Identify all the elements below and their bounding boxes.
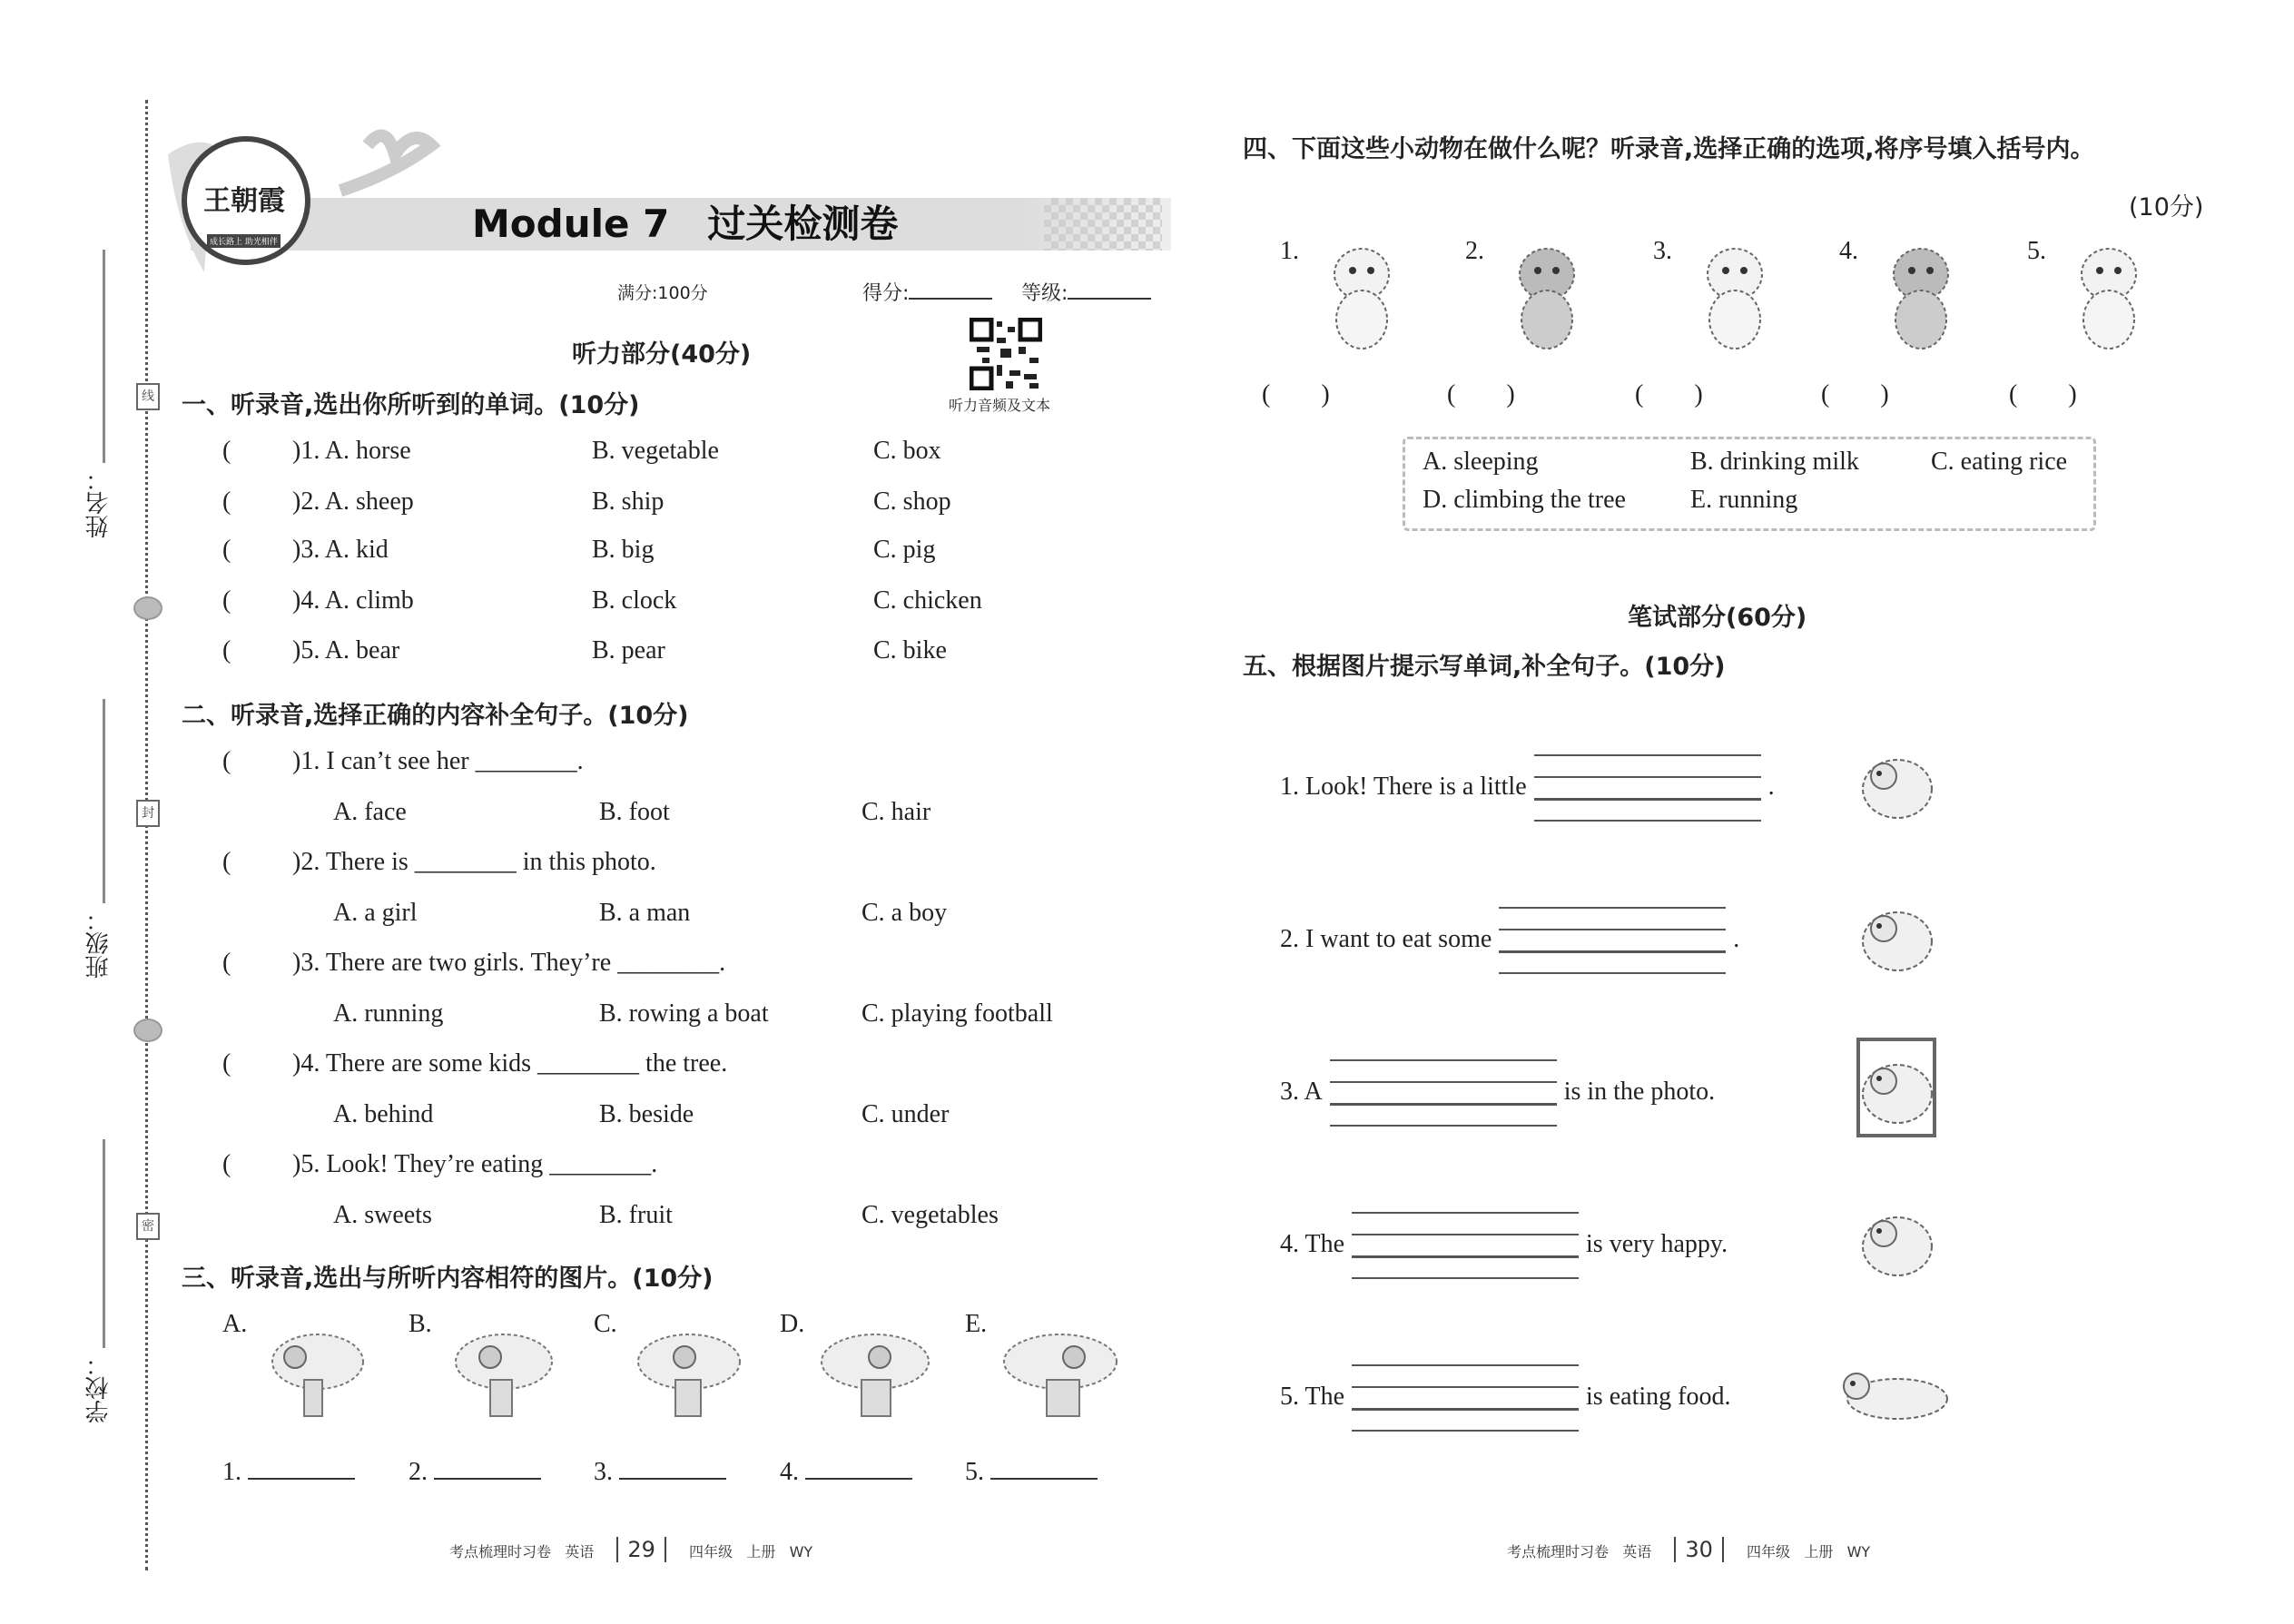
answer-bracket[interactable]: (	[222, 1150, 231, 1178]
answer-number: 5.	[965, 1458, 984, 1486]
question-number: 4.	[300, 586, 320, 615]
answer-field[interactable]	[780, 1458, 912, 1487]
option-c: C. hair	[861, 798, 931, 826]
option-b: B. fruit	[599, 1201, 673, 1229]
sentence-row	[1280, 1363, 1730, 1432]
ball-picture	[436, 1316, 572, 1425]
answer-number: 2.	[409, 1458, 428, 1486]
option-e: E. running	[1690, 486, 1798, 514]
sentence-row	[1280, 1058, 1715, 1127]
option-a: A. climb	[324, 586, 414, 615]
question-text: )5. Look! They’re eating ________.	[292, 1150, 658, 1178]
score-field[interactable]	[862, 278, 992, 306]
writing-line[interactable]	[1352, 1430, 1579, 1432]
footer-book: 考点梳理时习卷	[449, 1543, 552, 1560]
writing-line[interactable]	[1534, 776, 1761, 778]
sentence-start: 4. The	[1280, 1230, 1345, 1258]
section1-title: 一、听录音,选出你所听到的单词。(10分)	[182, 391, 640, 419]
answer-field[interactable]	[594, 1458, 726, 1487]
fold-line	[145, 100, 148, 1570]
answer-field[interactable]	[965, 1458, 1098, 1487]
seal-char-mi: 密	[136, 1213, 160, 1240]
seal-char-xian: 线	[136, 383, 160, 410]
writing-lines[interactable]	[1352, 1363, 1579, 1432]
footer-edition: WY	[789, 1543, 813, 1560]
option-a: A. bear	[324, 636, 400, 664]
option-c: C. playing football	[861, 999, 1053, 1028]
option-a: A. running	[333, 999, 444, 1028]
sentence-row	[1280, 905, 1739, 974]
answer-bracket[interactable]: (	[222, 1049, 231, 1078]
question-item: )5. A. bear	[292, 636, 400, 664]
sentence-row	[1280, 1210, 1728, 1279]
writing-lines[interactable]	[1330, 1058, 1557, 1127]
animal-number: 5.	[2027, 237, 2046, 265]
picture-label: B.	[409, 1310, 432, 1338]
option-c: C. pig	[873, 536, 936, 564]
option-a: A. a girl	[333, 899, 418, 927]
footer-term: 上册	[1804, 1543, 1834, 1560]
pigs-picture	[1685, 238, 1789, 356]
question-text: )3. There are two girls. They’re ________.	[292, 949, 726, 977]
logo-text: 王朝霞	[203, 185, 285, 217]
writing-lines[interactable]	[1499, 905, 1726, 974]
answer-bracket[interactable]: (	[222, 636, 231, 664]
sentence-end: .	[1733, 925, 1740, 953]
class-label: 班级：	[85, 908, 113, 979]
option-b: B. rowing a boat	[599, 999, 769, 1028]
writing-line[interactable]	[1352, 1386, 1579, 1388]
sentence-end: is eating food.	[1586, 1383, 1731, 1411]
fruit-picture	[1838, 885, 1965, 994]
grade-field[interactable]	[1021, 278, 1151, 306]
option-d: D. climbing the tree	[1423, 486, 1626, 514]
option-c: C. chicken	[873, 586, 982, 615]
listening-title: 听力部分(40分)	[572, 340, 752, 369]
answer-number: 1.	[222, 1458, 241, 1486]
option-a: A. horse	[324, 437, 411, 465]
footer-term: 上册	[746, 1543, 776, 1560]
writing-line[interactable]	[1352, 1212, 1579, 1214]
option-b: B. foot	[599, 798, 670, 826]
answer-bracket[interactable]: ( )	[1635, 380, 1703, 408]
option-c: C. under	[861, 1100, 950, 1128]
punch-hole-icon	[133, 1019, 162, 1042]
option-a: A. sweets	[333, 1201, 432, 1229]
option-b: B. pear	[592, 636, 665, 664]
option-c: C. shop	[873, 487, 951, 516]
girls-picnic-picture	[621, 1316, 757, 1425]
answer-number: 4.	[780, 1458, 799, 1486]
question-number: 5.	[300, 636, 320, 664]
writing-line[interactable]	[1352, 1364, 1579, 1366]
answer-field[interactable]	[409, 1458, 541, 1487]
option-a: A. behind	[333, 1100, 434, 1128]
sentence-start: 5. The	[1280, 1383, 1345, 1411]
answer-bracket[interactable]: (	[222, 949, 231, 977]
footer-subject: 英语	[1622, 1543, 1652, 1560]
picture-label: A.	[222, 1310, 248, 1338]
footer-book: 考点梳理时习卷	[1507, 1543, 1610, 1560]
bear-picture	[1838, 1190, 1965, 1299]
option-b: B. drinking milk	[1690, 448, 1859, 476]
chick-photo-picture	[1838, 1038, 1965, 1147]
section4-title: 四、下面这些小动物在做什么呢？听录音,选择正确的选项,将序号填入括号内。	[1243, 135, 2095, 163]
option-b: B. beside	[599, 1100, 694, 1128]
pig-picture	[1838, 1343, 1965, 1452]
writing-line[interactable]	[1330, 1125, 1557, 1127]
sentence-start: 1. Look! There is a little	[1280, 773, 1527, 801]
seal-char-feng: 封	[136, 800, 160, 827]
name-label: 姓名：	[85, 468, 113, 538]
question-item: )2. A. sheep	[292, 487, 414, 516]
sentence-row	[1280, 753, 1775, 822]
option-b: B. big	[592, 536, 655, 564]
footer-subject: 英语	[565, 1543, 595, 1560]
answer-bracket[interactable]: (	[222, 487, 231, 516]
lion-picture	[807, 1316, 943, 1425]
question-text: )1. I can’t see her ________.	[292, 747, 584, 775]
writing-line[interactable]	[1534, 820, 1761, 822]
picture-label: C.	[594, 1310, 617, 1338]
section2-title: 二、听录音,选择正确的内容补全句子。(10分)	[182, 702, 689, 730]
question-number: 2.	[300, 487, 320, 516]
sheep-picture	[1838, 733, 1965, 842]
writing-lines[interactable]	[1534, 753, 1761, 822]
answer-bracket[interactable]: (	[222, 437, 231, 465]
section3-title: 三、听录音,选出与所听内容相符的图片。(10分)	[182, 1265, 714, 1293]
footer-right	[1507, 1537, 1870, 1562]
option-a: A. sheep	[324, 487, 414, 516]
question-text: )2. There is ________ in this photo.	[292, 848, 656, 876]
footer-grade: 四年级	[689, 1543, 733, 1560]
footer-grade: 四年级	[1747, 1543, 1791, 1560]
page-title: Module 7 过关检测卷	[472, 202, 899, 246]
answer-bracket[interactable]: (	[222, 586, 231, 615]
writing-line[interactable]	[1534, 754, 1761, 756]
page-number: 30	[1674, 1537, 1724, 1562]
animal-number: 3.	[1653, 237, 1672, 265]
question-number: 3.	[300, 536, 320, 564]
writing-line[interactable]	[1499, 929, 1726, 930]
question-item: )3. A. kid	[292, 536, 389, 564]
footer-left	[449, 1537, 812, 1562]
question-number: 1.	[300, 437, 320, 465]
dog-picture	[1871, 238, 1975, 356]
sentence-start: 3. A	[1280, 1078, 1323, 1106]
sentence-end: .	[1767, 773, 1775, 801]
tree-kids-picture	[250, 1316, 386, 1425]
sentence-start: 2. I want to eat some	[1280, 925, 1492, 953]
picture-label: E.	[965, 1310, 988, 1338]
writing-line[interactable]	[1352, 1408, 1579, 1411]
writing-line[interactable]	[1352, 1277, 1579, 1279]
full-score: 满分:100分	[617, 283, 708, 303]
option-a: A. face	[333, 798, 407, 826]
cat-picture	[1497, 238, 1601, 356]
section5-title: 五、根据图片提示写单词,补全句子。(10分)	[1243, 653, 1726, 681]
question-item: )1. A. horse	[292, 437, 411, 465]
answer-bracket[interactable]: ( )	[2009, 380, 2077, 408]
option-b: B. a man	[599, 899, 691, 927]
animal-number: 2.	[1465, 237, 1484, 265]
grade-label: 等级:	[1021, 282, 1068, 305]
answer-bracket[interactable]: (	[222, 536, 231, 564]
sentence-end: is very happy.	[1586, 1230, 1728, 1258]
name-line	[103, 250, 105, 463]
option-b: B. ship	[592, 487, 665, 516]
writing-lines[interactable]	[1352, 1210, 1579, 1279]
option-a: A. kid	[324, 536, 389, 564]
option-c: C. bike	[873, 636, 947, 664]
answer-bracket[interactable]: ( )	[1821, 380, 1889, 408]
option-c: C. vegetables	[861, 1201, 999, 1229]
answer-field[interactable]	[222, 1458, 355, 1487]
option-c: C. box	[873, 437, 941, 465]
writing-title: 笔试部分(60分)	[1628, 604, 1807, 632]
chick-picture	[1312, 238, 1416, 356]
option-b: B. vegetable	[592, 437, 719, 465]
answer-bracket[interactable]: (	[222, 848, 231, 876]
logo-slogan: 成长路上 助光相伴	[207, 234, 281, 248]
school-label: 学校：	[85, 1353, 113, 1423]
option-c: C. a boy	[861, 899, 948, 927]
logo	[182, 136, 310, 265]
writing-line[interactable]	[1352, 1255, 1579, 1258]
writing-line[interactable]	[1499, 907, 1726, 909]
answer-bracket[interactable]: ( )	[1447, 380, 1515, 408]
option-c: C. eating rice	[1931, 448, 2068, 476]
writing-line[interactable]	[1499, 972, 1726, 974]
punch-hole-icon	[133, 596, 162, 620]
picture-label: D.	[780, 1310, 805, 1338]
writing-line[interactable]	[1330, 1059, 1557, 1061]
writing-line[interactable]	[1499, 950, 1726, 953]
answer-bracket[interactable]: ( )	[1262, 380, 1330, 408]
school-line	[103, 1139, 105, 1348]
option-b: B. clock	[592, 586, 677, 615]
score-label: 得分:	[862, 282, 910, 305]
option-a: A. sleeping	[1423, 448, 1539, 476]
animal-number: 4.	[1839, 237, 1858, 265]
qr-caption: 听力音频及文本	[949, 397, 1051, 414]
writing-line[interactable]	[1352, 1234, 1579, 1235]
footer-edition: WY	[1846, 1543, 1871, 1560]
horse-rider-picture	[992, 1316, 1128, 1425]
class-line	[103, 699, 105, 903]
animal-number: 1.	[1280, 237, 1299, 265]
tigers-picture	[2059, 238, 2163, 356]
qr-code[interactable]	[970, 318, 1042, 390]
answer-bracket[interactable]: (	[222, 747, 231, 775]
writing-line[interactable]	[1330, 1081, 1557, 1083]
question-text: )4. There are some kids ________ the tree.	[292, 1049, 728, 1078]
checker-decoration	[1044, 198, 1162, 251]
answer-number: 3.	[594, 1458, 613, 1486]
writing-line[interactable]	[1534, 798, 1761, 801]
writing-line[interactable]	[1330, 1103, 1557, 1106]
sentence-end: is in the photo.	[1563, 1078, 1716, 1106]
page-number: 29	[616, 1537, 666, 1562]
section4-score: (10分)	[2129, 193, 2204, 221]
question-item: )4. A. climb	[292, 586, 414, 615]
